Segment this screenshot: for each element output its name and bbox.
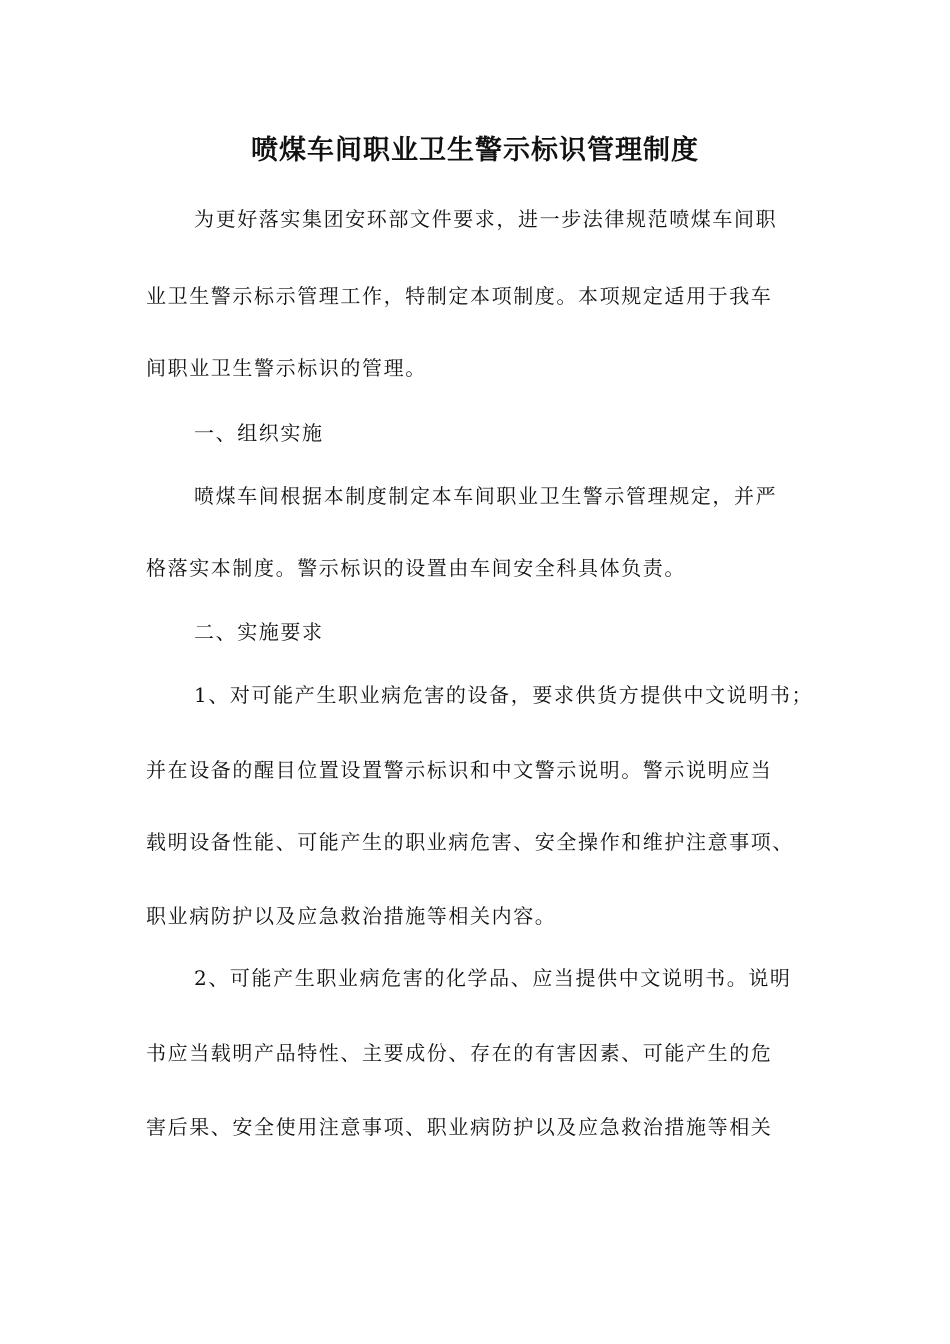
paragraph-line: 1、对可能产生职业病危害的设备，要求供货方提供中文说明书； (194, 683, 814, 707)
paragraph-line: 格落实本制度。警示标识的设置由车间安全科具体负责。 (146, 556, 686, 580)
paragraph-line: 为更好落实集团安环部文件要求，进一步法律规范喷煤车间职 (194, 207, 778, 231)
paragraph-line: 喷煤车间根据本制度制定本车间职业卫生警示管理规定，并严 (194, 484, 778, 508)
section-heading: 一、组织实施 (194, 421, 324, 445)
paragraph-line: 2、可能产生职业病危害的化学品、应当提供中文说明书。说明 (194, 966, 792, 990)
paragraph-line: 书应当载明产品特性、主要成份、存在的有害因素、可能产生的危 (146, 1041, 773, 1065)
document-title: 喷煤车间职业卫生警示标识管理制度 (251, 135, 699, 166)
paragraph-line: 间职业卫生警示标识的管理。 (146, 356, 427, 380)
paragraph-line: 并在设备的醒目位置设置警示标识和中文警示说明。警示说明应当 (146, 758, 773, 782)
section-heading: 二、实施要求 (194, 620, 324, 644)
paragraph-line: 职业病防护以及应急救治措施等相关内容。 (146, 904, 557, 928)
paragraph-line: 害后果、安全使用注意事项、职业病防护以及应急救治措施等相关 (146, 1115, 773, 1139)
paragraph-line: 载明设备性能、可能产生的职业病危害、安全操作和维护注意事项、 (146, 830, 794, 854)
paragraph-line: 业卫生警示标示管理工作，特制定本项制度。本项规定适用于我车 (146, 284, 773, 308)
